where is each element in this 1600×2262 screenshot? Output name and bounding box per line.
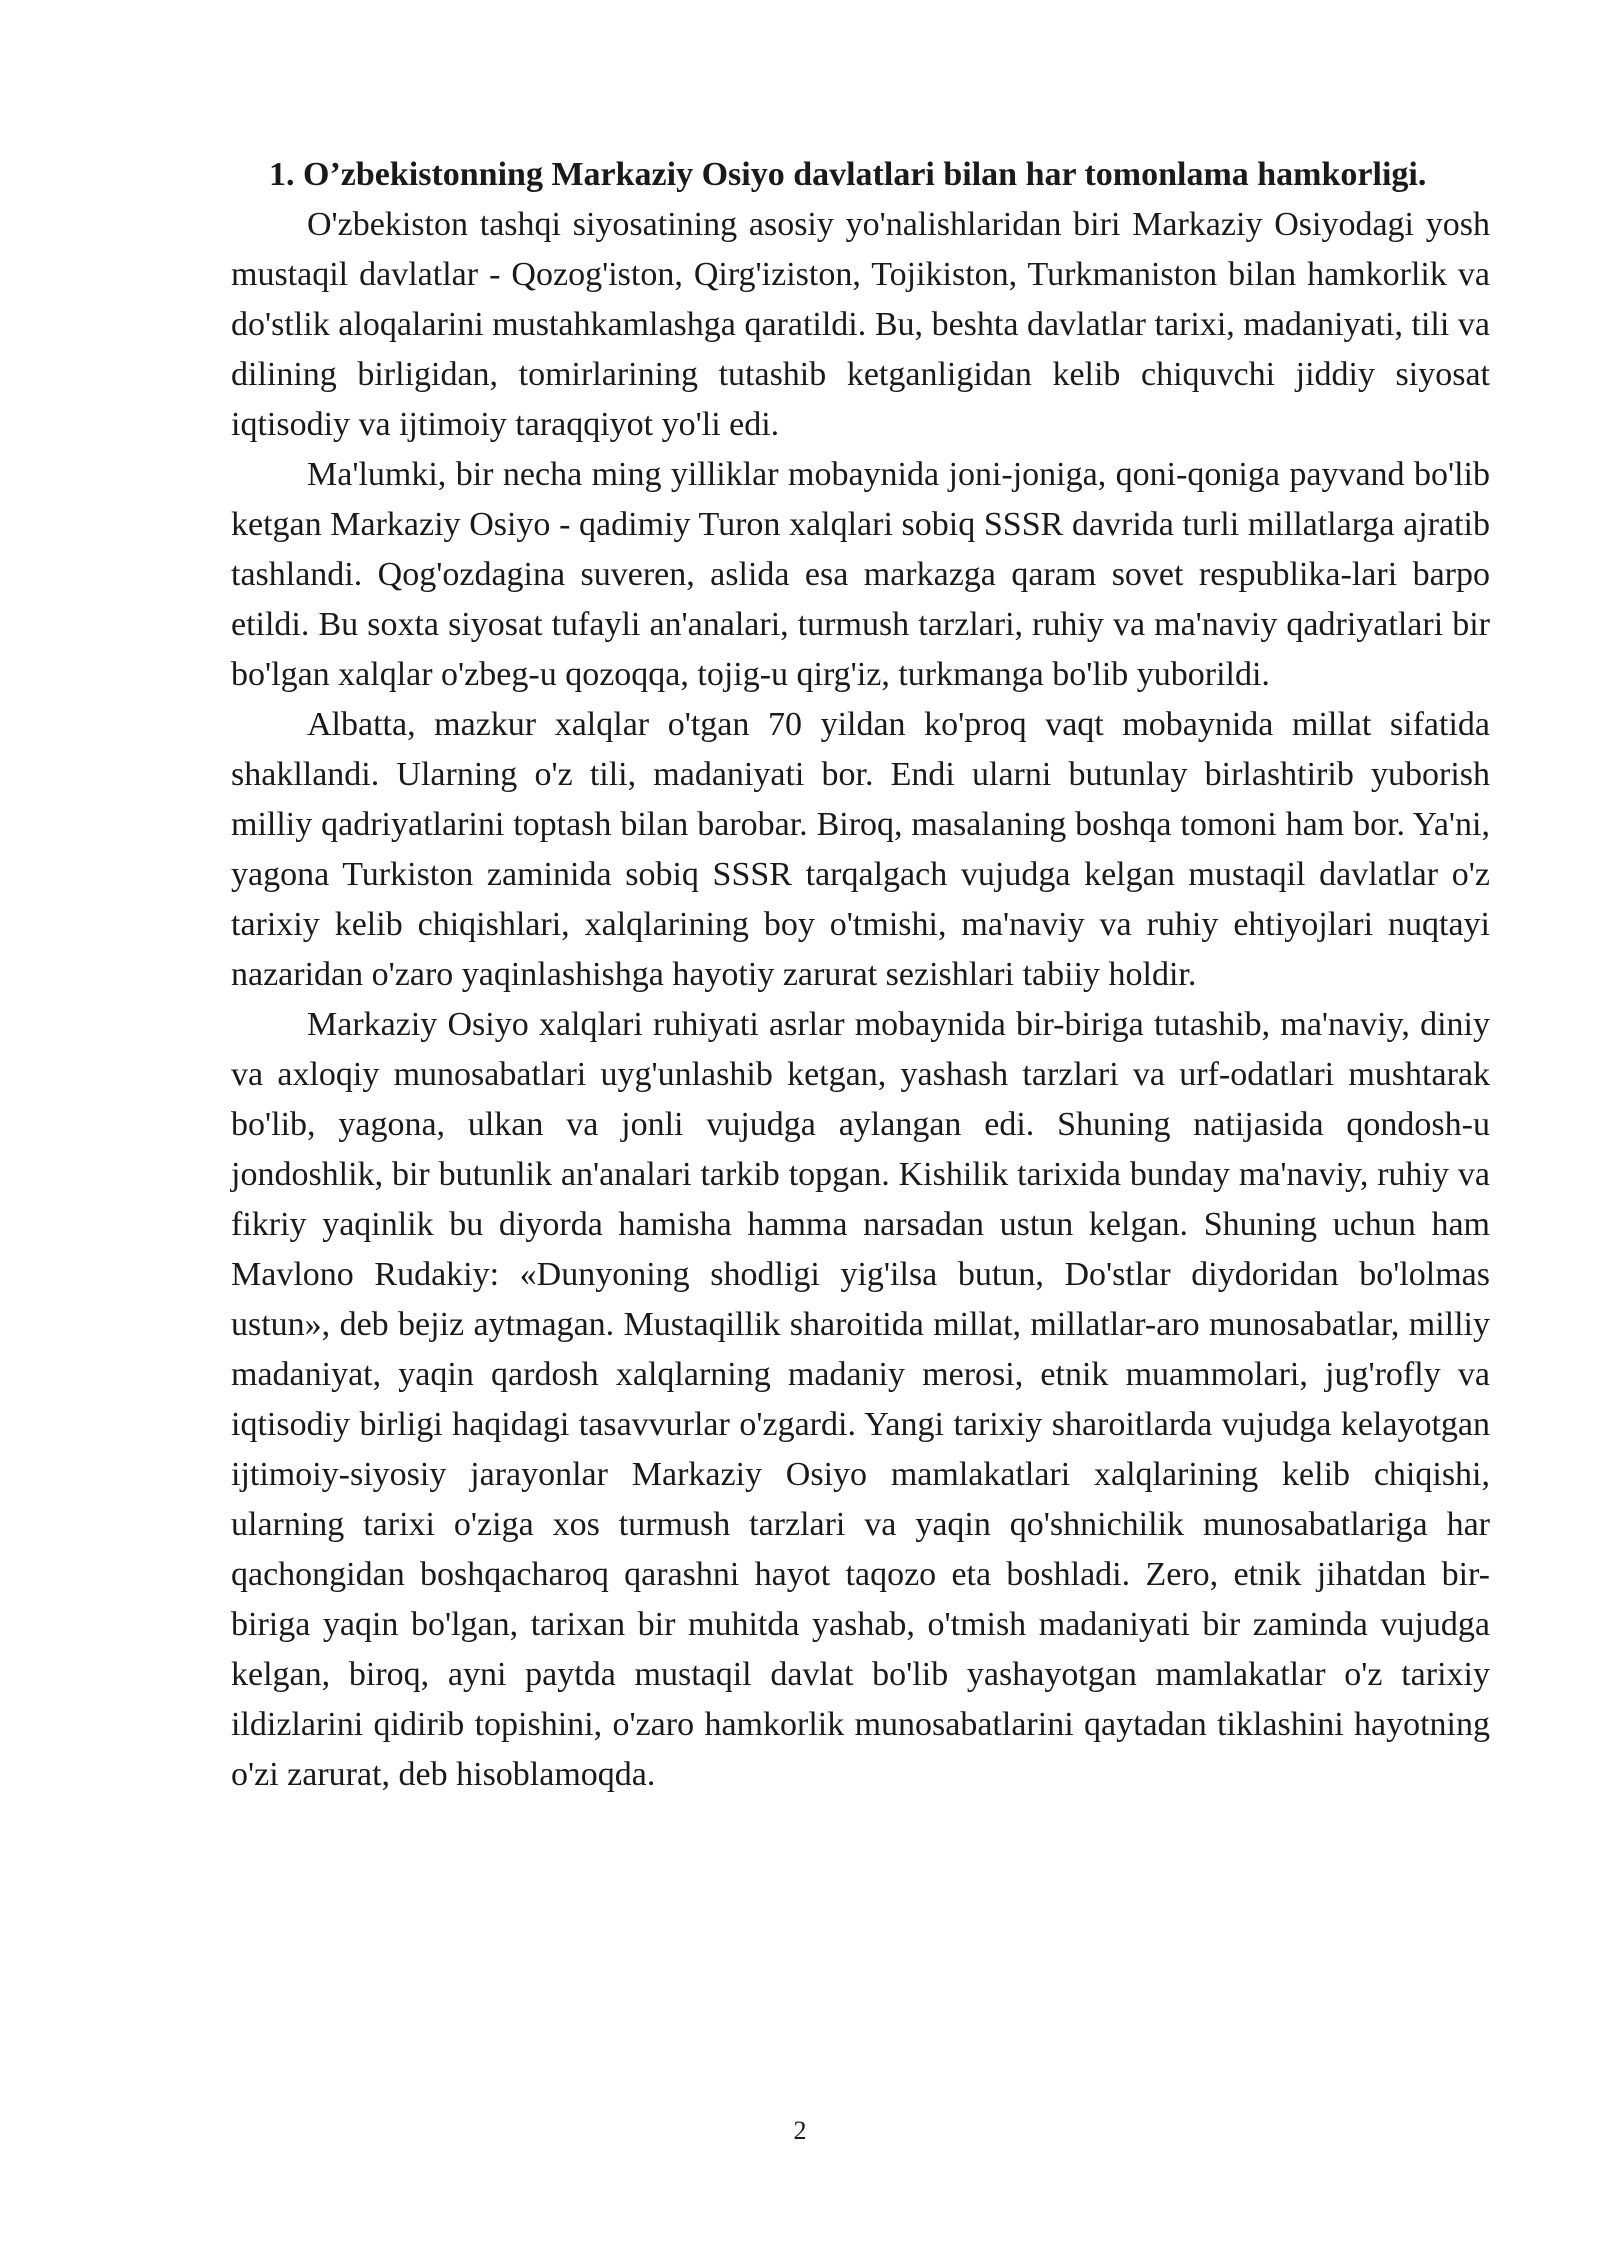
- paragraph-4: Markaziy Osiyo xalqlari ruhiyati asrlar mobaynida bir-biriga tutashib, ma'naviy, diniy va axloqiy munosabatlari uyg'unlashib ketgan, yashash tarzlari va urf-odatlari mushtarak bo'lib, yagona, ulkan va jonli vujudga aylangan edi. Shuning natijasida qondosh-u jondoshlik, bir butunlik an'analari tarkib topgan. Kishilik tarixida bunday ma'naviy, ruhiy va fikriy yaqinlik bu diyorda hamisha hamma narsadan ustun kelgan. Shuning uchun ham Mavlono Rudakiy: «Dunyoning shodligi yig'ilsa butun, Do'stlar diydoridan bo'lolmas ustun», deb bejiz aytmagan. Mustaqillik sharoitida millat, millatlar-aro munosabatlar, milliy madaniyat, yaqin qardosh xalqlarning madaniy merosi, etnik muammolari, jug'rofly va iqtisodiy birligi haqidagi tasavvurlar o'zgardi. Yangi tarixiy sharoitlarda vujudga kelayotgan ijtimoiy-siyosiy jarayonlar Markaziy Osiyo mamlakatlari xalqlarining kelib chiqishi, ularning tarixi o'ziga xos turmush tarzlari va yaqin qo'shnichilik munosabatlariga har qachongidan boshqacharoq qarashni hayot taqozo eta boshladi. Zero, etnik jihatdan bir-biriga yaqin bo'lgan, tarixan bir muhitda yashab, o'tmish madaniyati bir zaminda vujudga kelgan, biroq, ayni paytda mustaqil davlat bo'lib yashayotgan mamlakatlar o'z tarixiy ildizlarini qidirib topishini, o'zaro hamkorlik munosabatlarini qaytadan tiklashini hayotning o'zi zarurat, deb hisoblamoqda.: [231, 1006, 1490, 1793]
- section-heading: 1. O’zbekistonning Markaziy Osiyo davlatlari bilan har tomonlama hamkorligi.: [269, 156, 1427, 193]
- paragraph-3: Albatta, mazkur xalqlar o'tgan 70 yildan ko'proq vaqt mobaynida millat sifatida shakllandi. Ularning o'z tili, madaniyati bor. Endi ularni butunlay birlashtirib yuborish milliy qadriyatlarini toptash bilan barobar. Biroq, masalaning boshqa tomoni ham bor. Ya'ni, yagona Turkiston zaminida sobiq SSSR tarqalgach vujudga kelgan mustaqil davlatlar o'z tarixiy kelib chiqishlari, xalqlarining boy o'tmishi, ma'naviy va ruhiy ehtiyojlari nuqtayi nazaridan o'zaro yaqinlashishga hayotiy zarurat sezishlari tabiiy holdir.: [231, 706, 1490, 993]
- paragraph-1: O'zbekiston tashqi siyosatining asosiy yo'nalishlaridan biri Markaziy Osiyodagi yosh mustaqil davlatlar - Qozog'iston, Qirg'iziston, Tojikiston, Turkmaniston bilan hamkorlik va do'stlik aloqalarini mustahkamlashga qaratildi. Bu, beshta davlatlar tarixi, madaniyati, tili va dilining birligidan, tomirlarining tutashib ketganligidan kelib chiquvchi jiddiy siyosat iqtisodiy va ijtimoiy taraqqiyot yo'li edi.: [231, 206, 1490, 443]
- page-body: [231, 150, 1490, 1800]
- page-number: 2: [793, 2116, 807, 2145]
- paragraph-2: Ma'lumki, bir necha ming yilliklar mobaynida joni-joniga, qoni-qoniga payvand bo'lib ketgan Markaziy Osiyo - qadimiy Turon xalqlari sobiq SSSR davrida turli millatlarga ajratib tashlandi. Qog'ozdagina suveren, aslida esa markazga qaram sovet respublika-lari barpo etildi. Bu soxta siyosat tufayli an'analari, turmush tarzlari, ruhiy va ma'naviy qadriyatlari bir bo'lgan xalqlar o'zbeg-u qozoqqa, tojig-u qirg'iz, turkmanga bo'lib yuborildi.: [231, 456, 1490, 693]
